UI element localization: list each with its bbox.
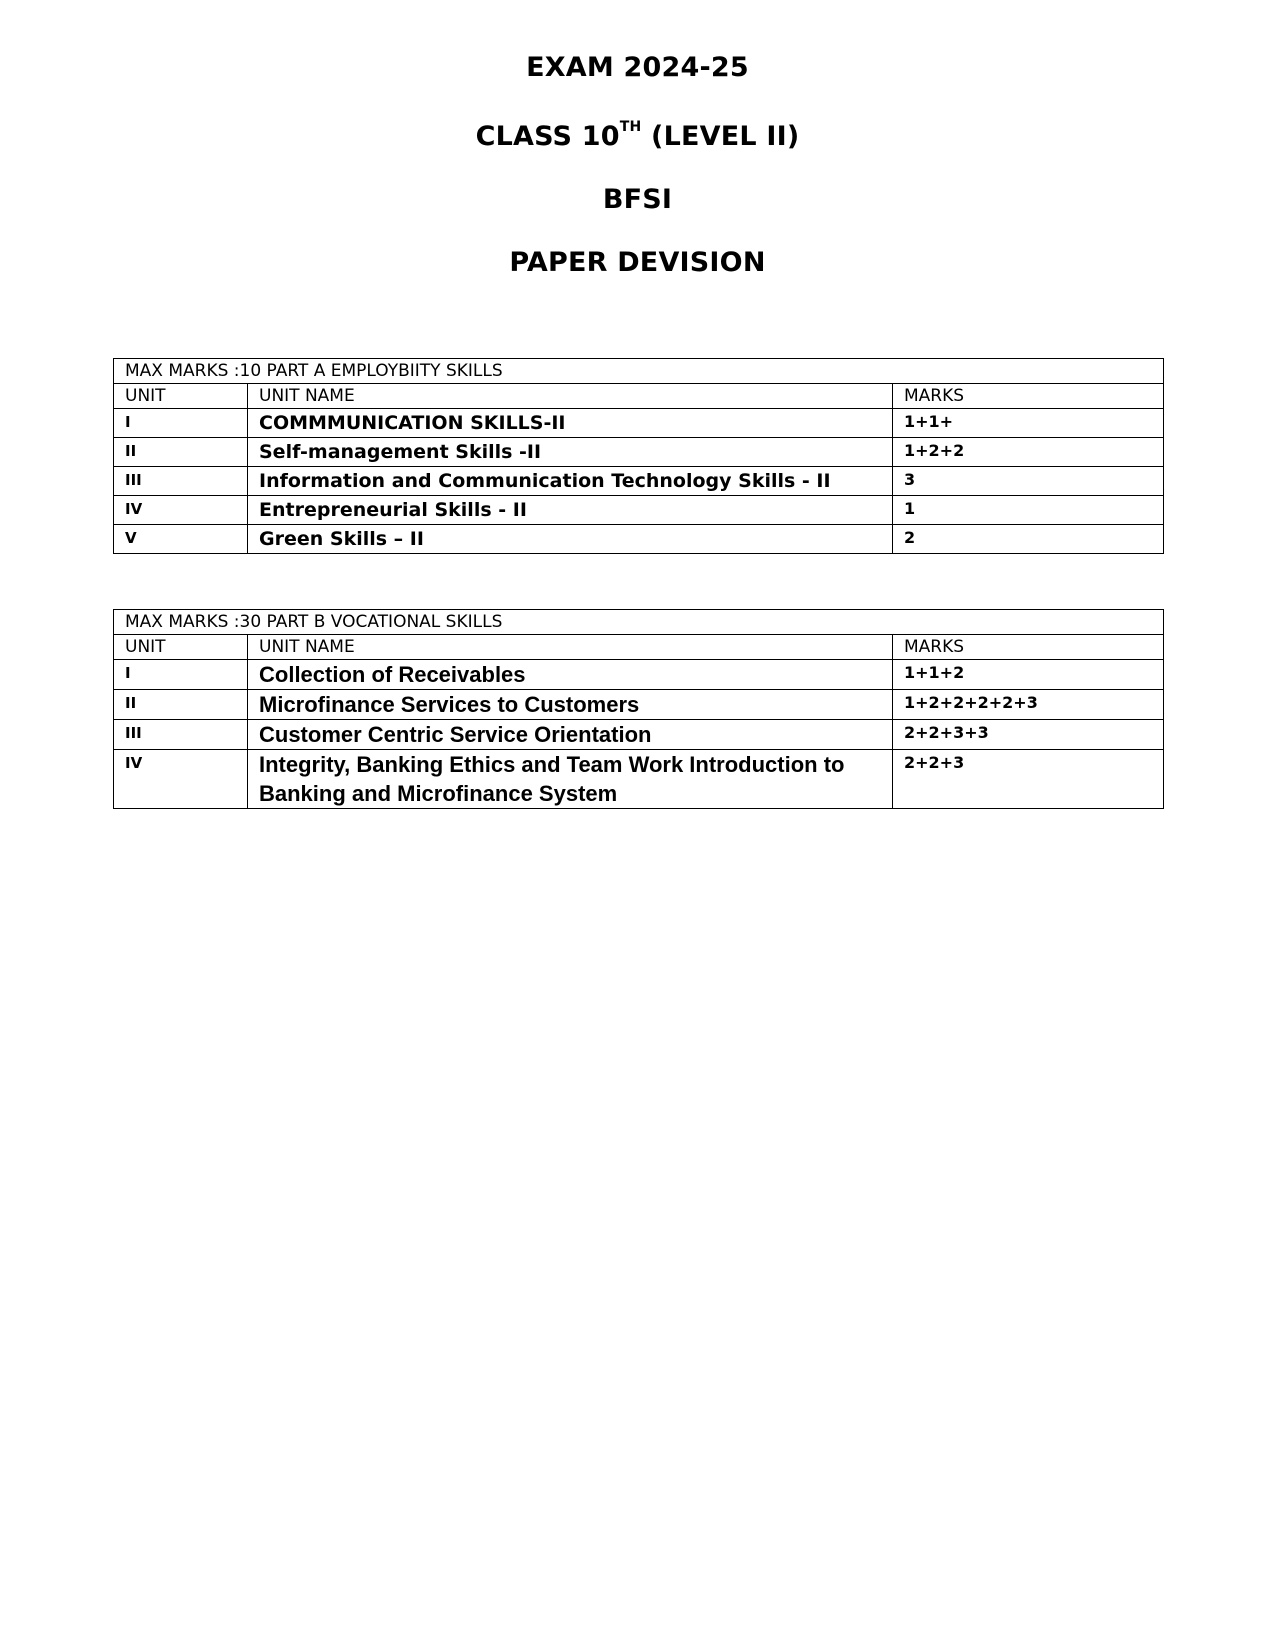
unit-name-cell: Microfinance Services to Customers: [248, 690, 893, 720]
table-row: [114, 720, 1164, 750]
paper-title: PAPER DEVISION: [509, 247, 766, 278]
table-row: [114, 660, 1164, 690]
unit-cell: II: [114, 438, 248, 467]
unit-name-cell: Green Skills – II: [248, 525, 893, 554]
part-b-table: [113, 609, 1164, 809]
class-prefix: CLASS 10: [475, 121, 620, 152]
table-row: [114, 467, 1164, 496]
unit-name-cell: Information and Communication Technology Skills - II: [248, 467, 893, 496]
marks-cell: 1+1+: [893, 409, 1164, 438]
table-row: [114, 690, 1164, 720]
class-title: [0, 113, 1275, 155]
part-a-table: [113, 358, 1164, 554]
unit-cell: III: [114, 467, 248, 496]
marks-cell: 3: [893, 467, 1164, 496]
class-superscript: TH: [619, 119, 642, 135]
marks-cell: 2: [893, 525, 1164, 554]
class-suffix: (LEVEL II): [641, 121, 800, 152]
marks-cell: 1+1+2: [893, 660, 1164, 690]
part-a-caption: MAX MARKS :10 PART A EMPLOYBIITY SKILLS: [114, 359, 1164, 384]
marks-cell: 1+2+2+2+2+3: [893, 690, 1164, 720]
column-header-unit: UNIT: [114, 635, 248, 660]
column-header-unit-name: UNIT NAME: [248, 635, 893, 660]
column-header-marks: MARKS: [893, 384, 1164, 409]
marks-cell: 1+2+2: [893, 438, 1164, 467]
table-caption-row: [114, 359, 1164, 384]
unit-cell: III: [114, 720, 248, 750]
table-row: [114, 438, 1164, 467]
unit-name-cell: COMMMUNICATION SKILLS-II: [248, 409, 893, 438]
unit-name-cell: Collection of Receivables: [248, 660, 893, 690]
unit-cell: II: [114, 690, 248, 720]
table-header-row: [114, 384, 1164, 409]
unit-cell: IV: [114, 750, 248, 809]
table-row: [114, 750, 1164, 809]
table-header-row: [114, 635, 1164, 660]
marks-cell: 2+2+3: [893, 750, 1164, 809]
subject-title: BFSI: [602, 184, 673, 215]
table-row: [114, 496, 1164, 525]
document-header: [0, 50, 1275, 308]
unit-cell: V: [114, 525, 248, 554]
part-b-caption: MAX MARKS :30 PART B VOCATIONAL SKILLS: [114, 610, 1164, 635]
table-row: [114, 409, 1164, 438]
unit-cell: I: [114, 660, 248, 690]
unit-name-cell: Customer Centric Service Orientation: [248, 720, 893, 750]
unit-name-cell: Entrepreneurial Skills - II: [248, 496, 893, 525]
unit-cell: I: [114, 409, 248, 438]
marks-cell: 2+2+3+3: [893, 720, 1164, 750]
column-header-unit: UNIT: [114, 384, 248, 409]
unit-name-cell: Integrity, Banking Ethics and Team Work Introduction to Banking and Microfinance System: [248, 750, 893, 809]
unit-name-cell: Self-management Skills -II: [248, 438, 893, 467]
column-header-marks: MARKS: [893, 635, 1164, 660]
column-header-unit-name: UNIT NAME: [248, 384, 893, 409]
unit-cell: IV: [114, 496, 248, 525]
table-row: [114, 525, 1164, 554]
marks-cell: 1: [893, 496, 1164, 525]
exam-title: EXAM 2024-25: [526, 52, 749, 83]
table-caption-row: [114, 610, 1164, 635]
